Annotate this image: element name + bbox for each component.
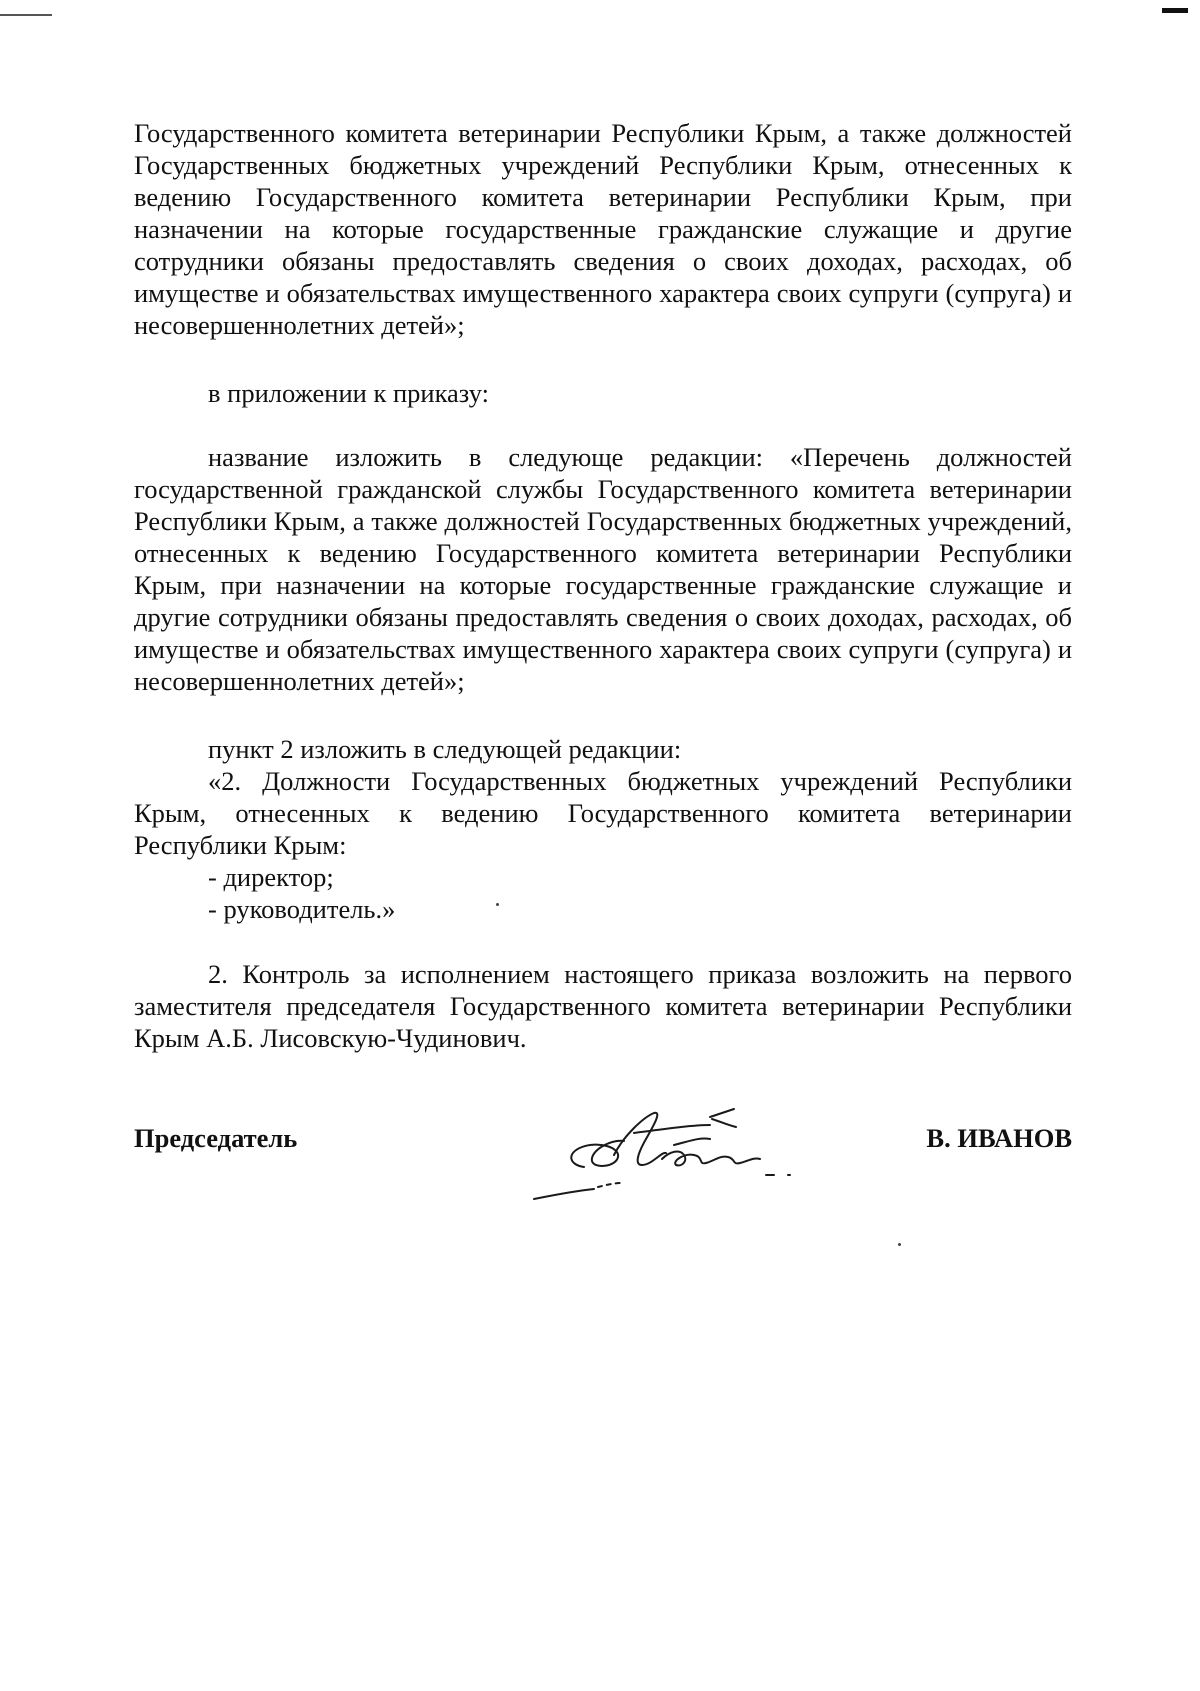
- paragraph-3-block: [134, 441, 1072, 697]
- signatory-title: Председатель: [134, 1123, 298, 1153]
- paragraph-4-block: [134, 733, 1072, 925]
- handwritten-signature: [514, 1095, 814, 1215]
- paragraph-1: Государственного комитета ветеринарии Республики Крым, а также должностей Государственных бюджетных учреждений Республики Крым, отнесенных к ведению Государственного комитета ветеринарии Республики Крым, при назначении на которые государственные гражданские служащие и другие сотрудники обязаны предоставлять сведения о своих доходах, расходах, об имуществе и обязательствах имущественного характера своих супруги (супруга) и несовершеннолетних детей»;: [134, 118, 1072, 340]
- scan-speck: [496, 903, 499, 906]
- scan-mark: [0, 14, 52, 16]
- scan-mark: [1162, 8, 1188, 13]
- paragraph-8: 2. Контроль за исполнением настоящего приказа возложить на первого заместителя председателя Государственного комитета ветеринарии Республики Крым А.Б. Лисовскую-Чудинович.: [134, 959, 1072, 1053]
- paragraph-3: название изложить в следующе редакции: «Перечень должностей государственной гражданской службы Государственного комитета ветеринарии Республики Крым, а также должностей Государственных бюджетных учреждений, отнесенных к ведению Государственного комитета ветеринарии Республики Крым, при назначении на которые государственные гражданские служащие и другие сотрудники обязаны предоставлять сведения о своих доходах, расходах, об имуществе и обязательствах имущественного характера своих супруги (супруга) и несовершеннолетних детей»;: [134, 442, 1072, 696]
- signature-block: [134, 1113, 1072, 1203]
- scan-speck: [898, 1243, 901, 1246]
- list-item-head: - руководитель.»: [208, 894, 396, 924]
- signatory-name: В. ИВАНОВ: [926, 1123, 1072, 1153]
- list-item-director: - директор;: [208, 862, 334, 892]
- paragraph-1-block: [134, 117, 1072, 341]
- paragraph-8-block: [134, 958, 1072, 1054]
- paragraph-2-block: [134, 377, 1072, 409]
- paragraph-4: пункт 2 изложить в следующей редакции:: [208, 734, 682, 764]
- paragraph-5: «2. Должности Государственных бюджетных учреждений Республики Крым, отнесенных к ведению Государственного комитета ветеринарии Республики Крым:: [134, 766, 1072, 860]
- paragraph-2: в приложении к приказу:: [208, 378, 489, 408]
